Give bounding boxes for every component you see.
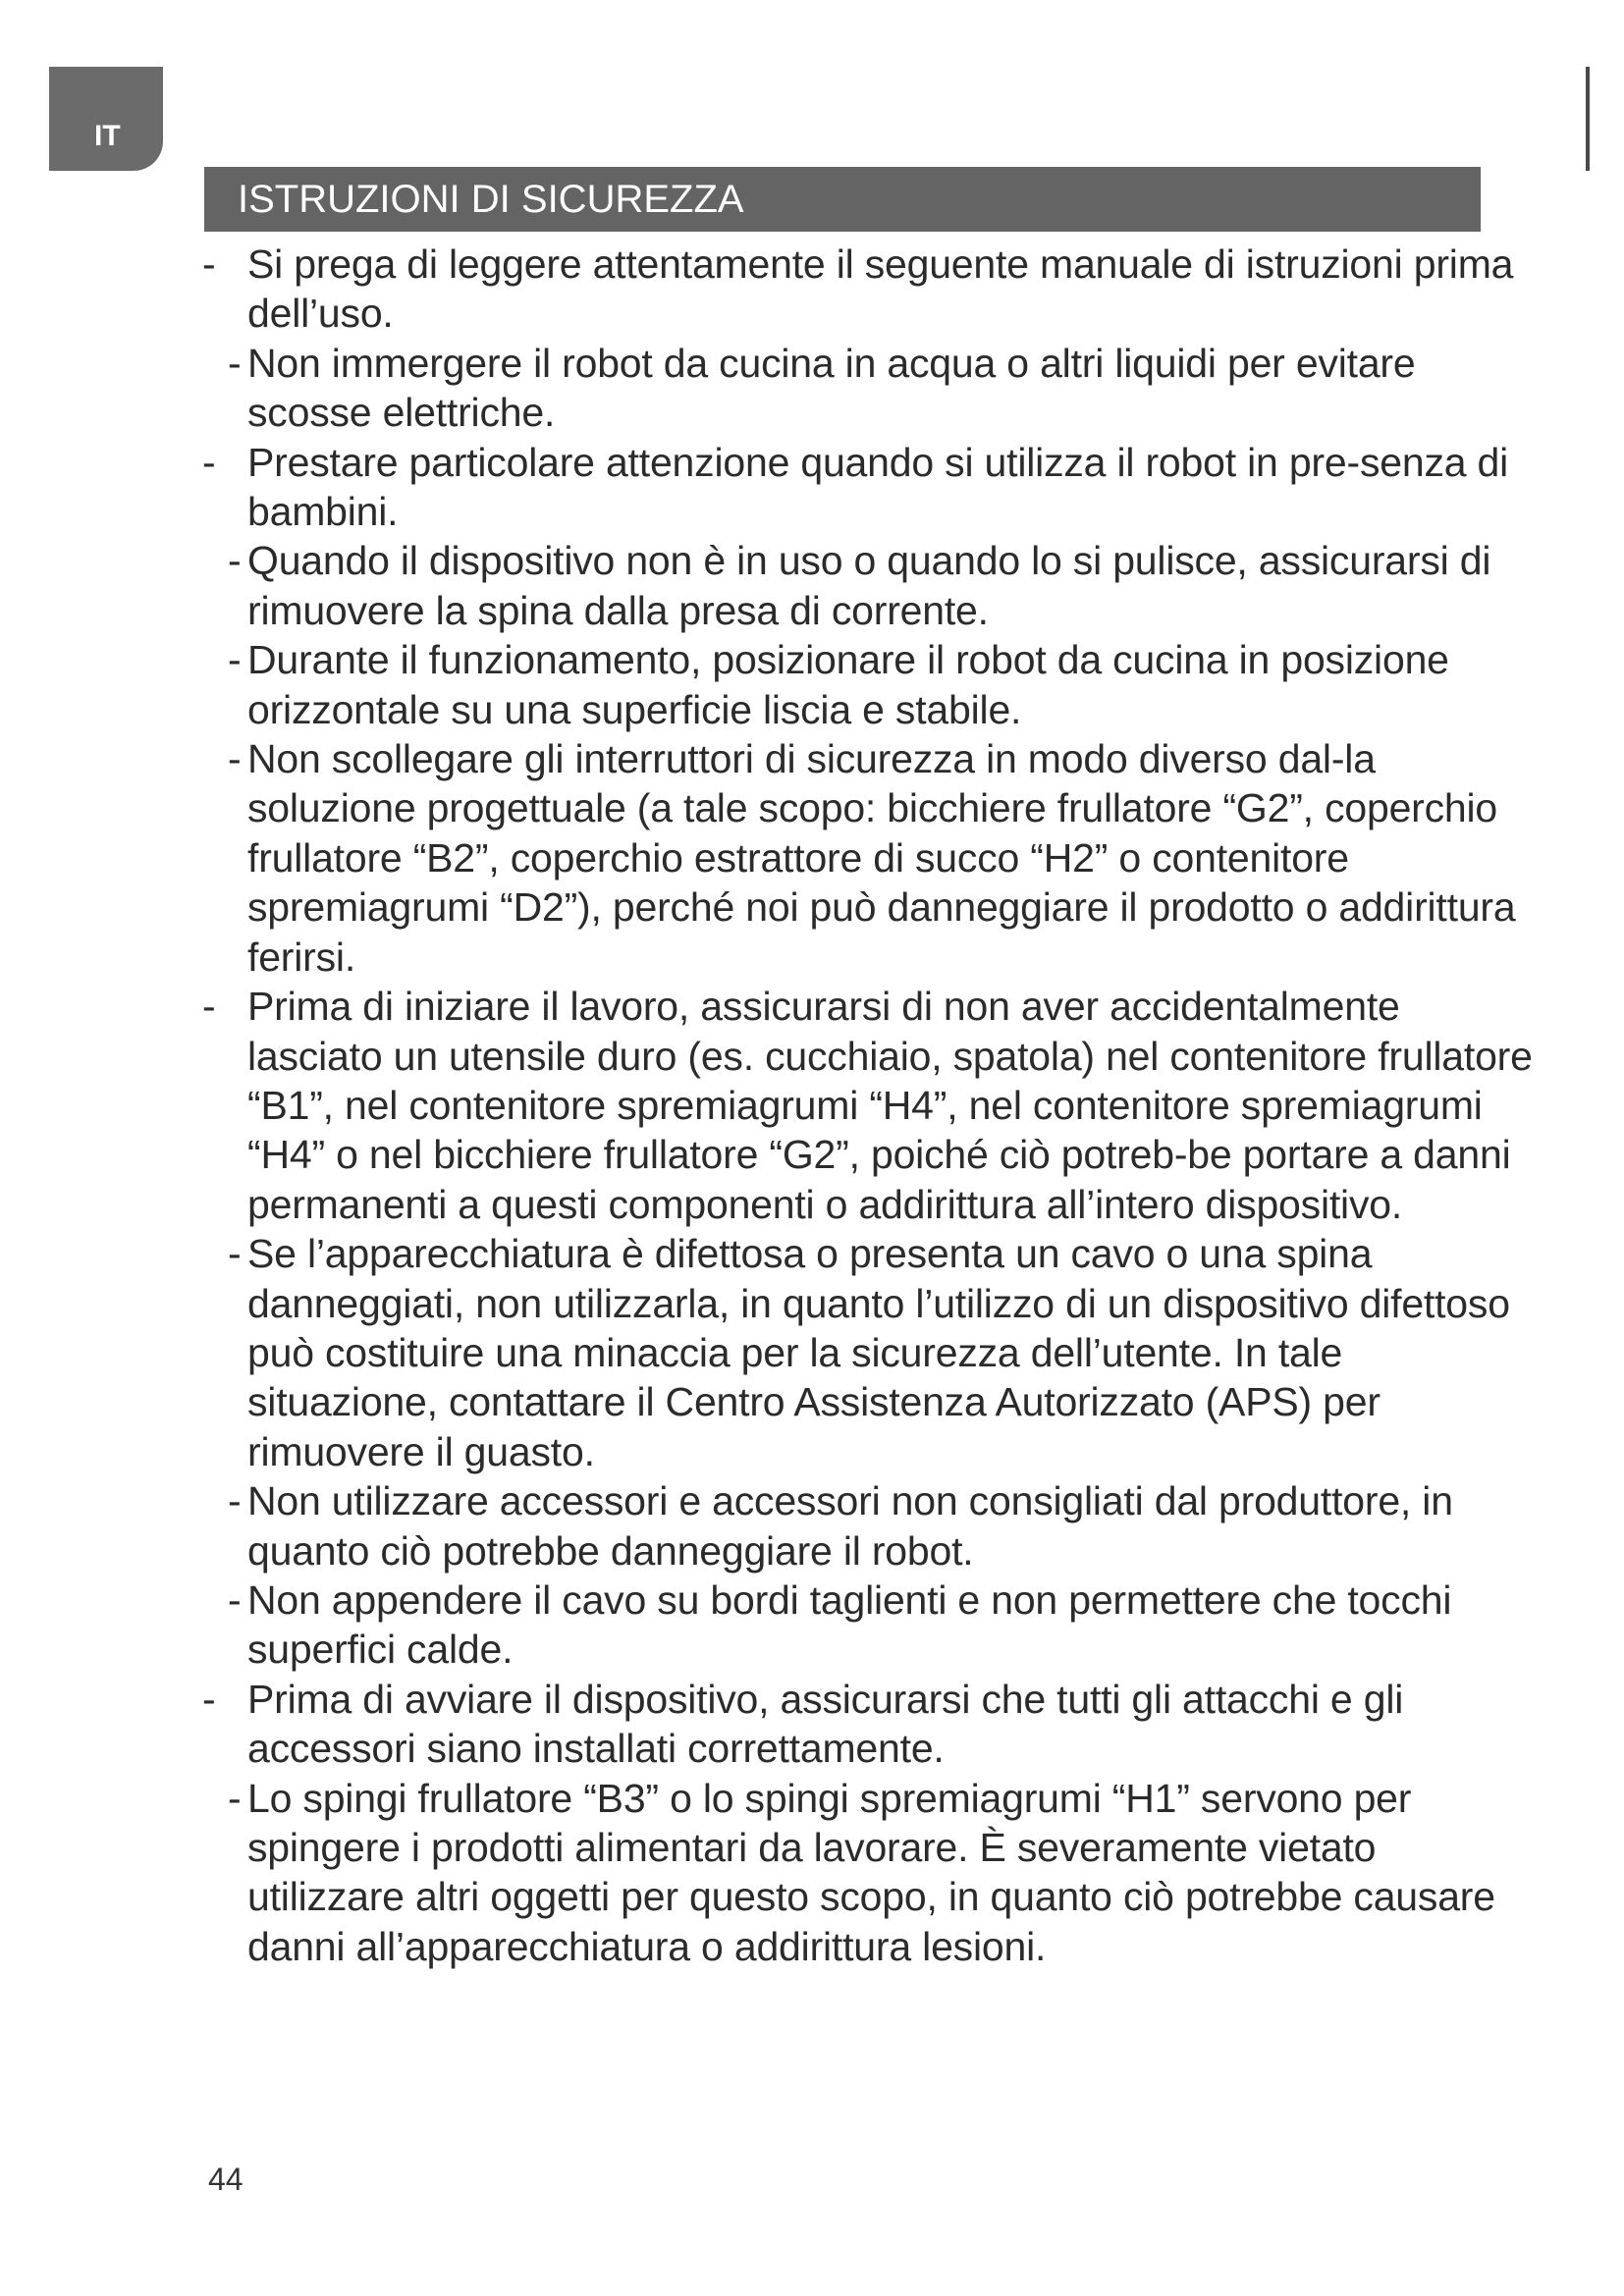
list-item	[200, 1675, 1536, 1774]
instruction-text: Si prega di leggere attentamente il seguente manuale di istruzioni prima dell’uso.	[247, 241, 1514, 337]
list-item	[200, 1774, 1536, 1972]
list-item	[200, 240, 1536, 339]
instruction-text: Prima di iniziare il lavoro, assicurarsi di non aver accidentalmente lasciato un utensile duro (es. cucchiaio, spatola) nel contenitore frullatore “B1”, nel contenitore spremiagrumi “H4”, nel contenitore spremiagrumi “H4” o nel bicchiere frullatore “G2”, poiché ciò potreb-be portare a danni permanenti a questi componenti o addirittura all’intero dispositivo.	[247, 984, 1533, 1227]
page-number: 44	[208, 2162, 244, 2197]
bullet-dash: -	[228, 340, 242, 386]
list-item	[200, 734, 1536, 982]
bullet-dash: -	[202, 984, 216, 1030]
section-title: ISTRUZIONI DI SICUREZZA	[204, 167, 1481, 232]
bullet-dash: -	[228, 736, 242, 782]
bullet-dash: -	[228, 1576, 242, 1623]
instruction-text: Non scollegare gli interruttori di sicurezza in modo diverso dal-la soluzione progettuale (a tale scopo: bicchiere frullatore “G2”, coperchio frullatore “B2”, coperchio estrattore di succo “H2” o contenitore spremiagrumi “D2”), perché noi può danneggiare il prodotto o addirittura ferirsi.	[247, 736, 1516, 980]
safety-instructions-list	[200, 240, 1536, 1971]
bullet-dash: -	[228, 1231, 242, 1277]
list-item	[200, 339, 1536, 438]
bullet-dash: -	[202, 439, 216, 485]
list-item	[200, 536, 1536, 635]
instruction-text: Non appendere il cavo su bordi taglienti e non permettere che tocchi superfici calde.	[247, 1576, 1452, 1673]
instruction-text: Durante il funzionamento, posizionare il robot da cucina in posizione orizzontale su una superficie liscia e stabile.	[247, 637, 1449, 732]
instruction-text: Non immergere il robot da cucina in acqua o altri liquidi per evitare scosse elettriche.	[247, 340, 1416, 436]
instruction-text: Prestare particolare attenzione quando si utilizza il robot in pre-senza di bambini.	[247, 439, 1509, 535]
list-item	[200, 1476, 1536, 1575]
list-item	[200, 1229, 1536, 1476]
instruction-text: Quando il dispositivo non è in uso o quando lo si pulisce, assicurarsi di rimuovere la spina dalla presa di corrente.	[247, 538, 1491, 633]
instruction-text: Non utilizzare accessori e accessori non consigliati dal produttore, in quanto ciò potrebbe danneggiare il robot.	[247, 1478, 1453, 1574]
list-item	[200, 982, 1536, 1229]
bullet-dash: -	[202, 241, 216, 287]
page-edge-rule	[1586, 67, 1590, 171]
bullet-dash: -	[228, 637, 242, 683]
bullet-dash: -	[228, 538, 242, 584]
bullet-dash: -	[228, 1478, 242, 1524]
list-item	[200, 438, 1536, 537]
instruction-text: Lo spingi frullatore “B3” o lo spingi spremiagrumi “H1” servono per spingere i prodotti alimentari da lavorare. È severamente vietato utilizzare altri oggetti per questo scopo, in quanto ciò potrebbe causare danni all’apparecchiatura o addirittura lesioni.	[247, 1775, 1495, 1969]
list-item	[200, 635, 1536, 734]
list-item	[200, 1575, 1536, 1675]
instruction-text: Prima di avviare il dispositivo, assicurarsi che tutti gli attacchi e gli accessori siano installati correttamente.	[247, 1676, 1404, 1772]
bullet-dash: -	[202, 1676, 216, 1722]
instruction-text: Se l’apparecchiatura è difettosa o presenta un cavo o una spina danneggiati, non utilizzarla, in quanto l’utilizzo di un dispositivo difettoso può costituire una minaccia per la sicurezza dell’utente. In tale situazione, contattare il Centro Assistenza Autorizzato (APS) per rimuovere il guasto.	[247, 1231, 1510, 1474]
bullet-dash: -	[228, 1775, 242, 1821]
language-tab: IT	[49, 67, 163, 171]
